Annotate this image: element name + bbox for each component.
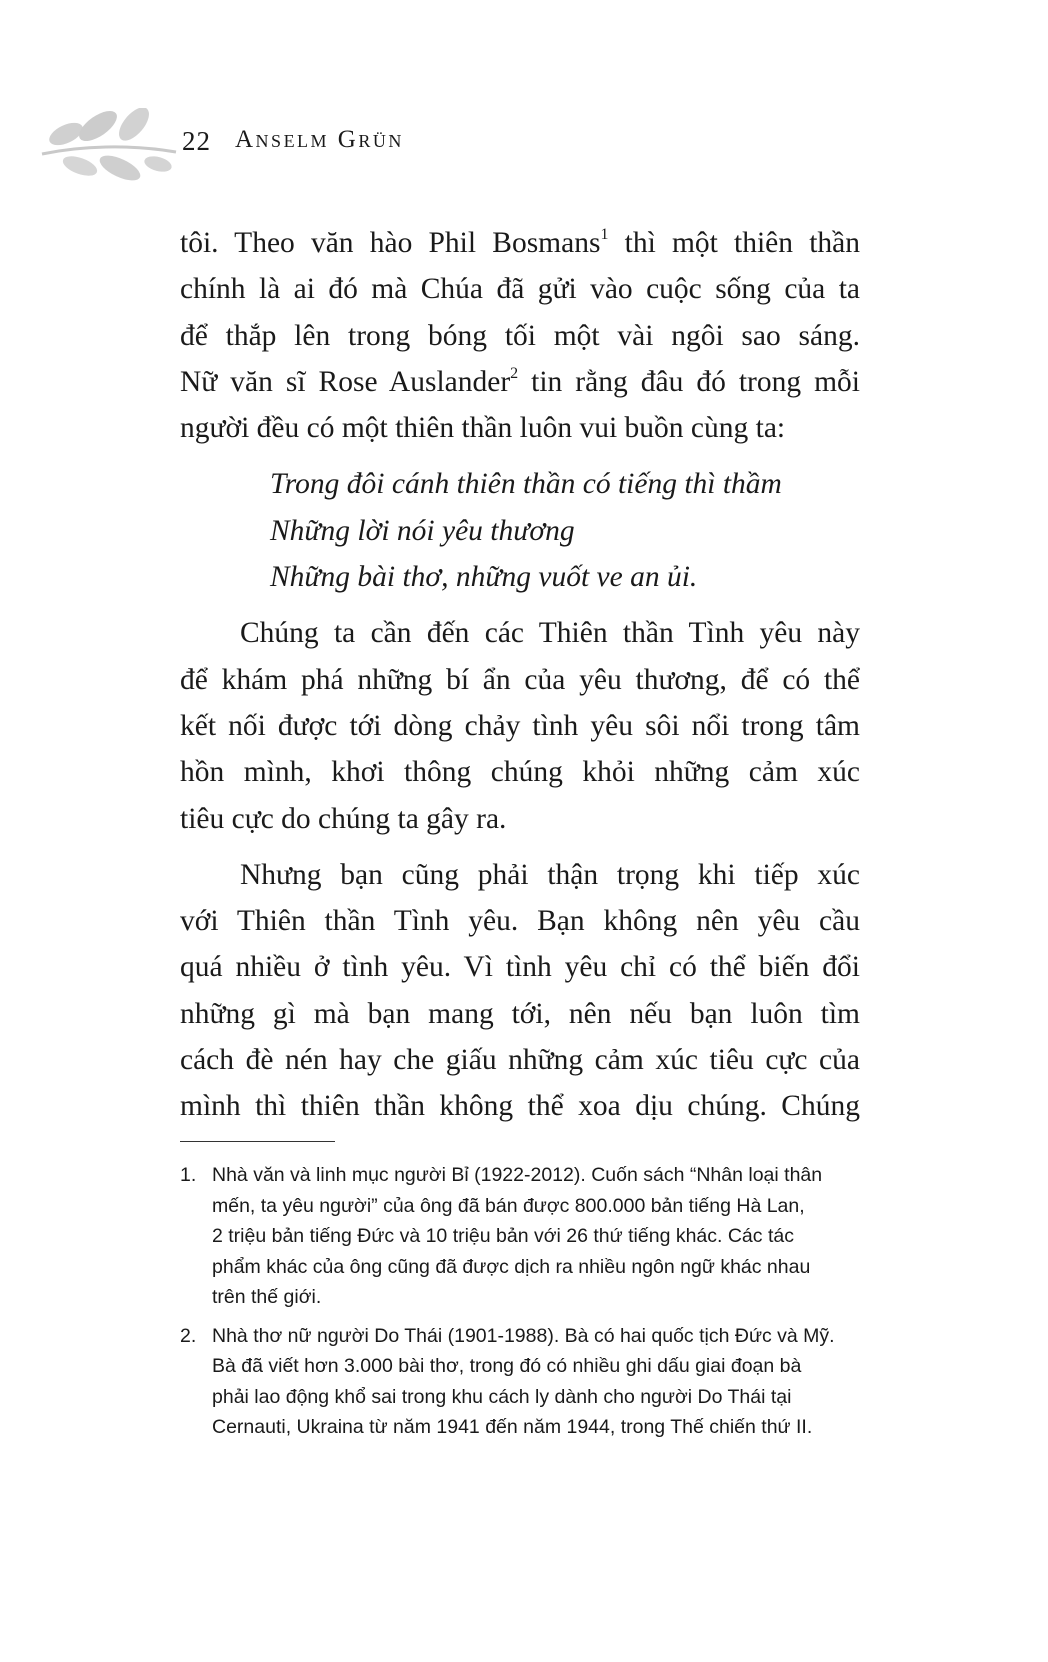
footnote-line: Nhà văn và linh mục người Bỉ (1922-2012). Cuốn sách “Nhân loại thân bbox=[212, 1164, 823, 1186]
text-line: tôi. Theo văn hào Phil Bosmans$^1$ thì một thiên thần bbox=[180, 226, 861, 259]
text-line: hồn mình, khơi thông chúng khỏi những cảm xúc bbox=[180, 756, 860, 789]
paragraph bbox=[180, 220, 860, 451]
text-line: kết nối được tới dòng chảy tình yêu sôi nổi trong tâm bbox=[180, 709, 860, 742]
poem-line: Trong đôi cánh thiên thần có tiếng thì thầm bbox=[270, 468, 782, 501]
footnote-line: phẩm khác của ông cũng đã được dịch ra nhiều ngôn ngữ khác nhau bbox=[212, 1255, 811, 1278]
footnote-line: 2 triệu bản tiếng Đức và 10 triệu bản với 26 thứ tiếng khác. Các tác bbox=[212, 1225, 794, 1247]
text-line: Chúng ta cần đến các Thiên thần Tình yêu này bbox=[240, 617, 860, 650]
text-line: với Thiên thần Tình yêu. Bạn không nên yêu cầu bbox=[180, 905, 860, 938]
running-head-author: Anselm Grün bbox=[235, 126, 404, 153]
footnote-line: mến, ta yêu người” của ông đã bán được 800.000 bản tiếng Hà Lan, bbox=[212, 1194, 805, 1217]
text-line: những gì mà bạn mang tới, nên nếu bạn luôn tìm bbox=[180, 997, 860, 1030]
text-line: chính là ai đó mà Chúa đã gửi vào cuộc sống của ta bbox=[180, 273, 860, 306]
text-line: Nhưng bạn cũng phải thận trọng khi tiếp xúc bbox=[240, 858, 860, 891]
footnote-divider bbox=[180, 1141, 335, 1142]
text-line: quá nhiều ở tình yêu. Vì tình yêu chỉ có thể biến đổi bbox=[180, 951, 860, 984]
footnote-line: trên thế giới. bbox=[212, 1286, 322, 1308]
footnote-ref[interactable]: 1 bbox=[600, 226, 609, 243]
text-line: mình thì thiên thần không thể xoa dịu chúng. Chúng bbox=[180, 1090, 860, 1123]
poem-quote bbox=[270, 461, 860, 600]
leaf-branch-icon bbox=[40, 108, 180, 188]
text-line: người đều có một thiên thần luôn vui buồn cùng ta: bbox=[180, 412, 786, 445]
footnote bbox=[180, 1160, 860, 1313]
text-line: cách đè nén hay che giấu những cảm xúc tiêu cực của bbox=[180, 1044, 860, 1077]
footnote-ref[interactable]: 2 bbox=[510, 364, 519, 382]
main-text bbox=[180, 220, 860, 1130]
footnote-line: Cernauti, Ukraina từ năm 1941 đến năm 1944, trong Thế chiến thứ II. bbox=[212, 1416, 813, 1438]
page-header bbox=[40, 108, 640, 198]
footnote bbox=[180, 1321, 860, 1443]
footnote-line: Bà đã viết hơn 3.000 bài thơ, trong đó có nhiều ghi dấu giai đoạn bà bbox=[212, 1355, 802, 1377]
page-number: 22 bbox=[182, 126, 211, 156]
paragraph bbox=[180, 610, 860, 841]
paragraph bbox=[180, 852, 860, 1130]
text-line: để khám phá những bí ẩn của yêu thương, để có thể bbox=[180, 663, 860, 696]
poem-line: Những bài thơ, những vuốt ve an ủi. bbox=[270, 561, 698, 594]
footnote-number: 1. bbox=[180, 1164, 197, 1186]
text-line: để thắp lên trong bóng tối một vài ngôi sao sáng. bbox=[180, 319, 860, 352]
footnotes bbox=[180, 1160, 860, 1451]
footnote-line: phải lao động khổ sai trong khu cách ly dành cho người Do Thái tại bbox=[212, 1385, 792, 1408]
text-line: Nữ văn sĩ Rose Auslander$^2$ tin rằng đâu đó trong mỗi bbox=[180, 364, 860, 398]
footnote-line: Nhà thơ nữ người Do Thái (1901-1988). Bà có hai quốc tịch Đức và Mỹ. bbox=[212, 1324, 835, 1347]
text-line: tiêu cực do chúng ta gây ra. bbox=[180, 802, 507, 835]
poem-line: Những lời nói yêu thương bbox=[270, 514, 575, 547]
footnote-number: 2. bbox=[180, 1324, 197, 1347]
